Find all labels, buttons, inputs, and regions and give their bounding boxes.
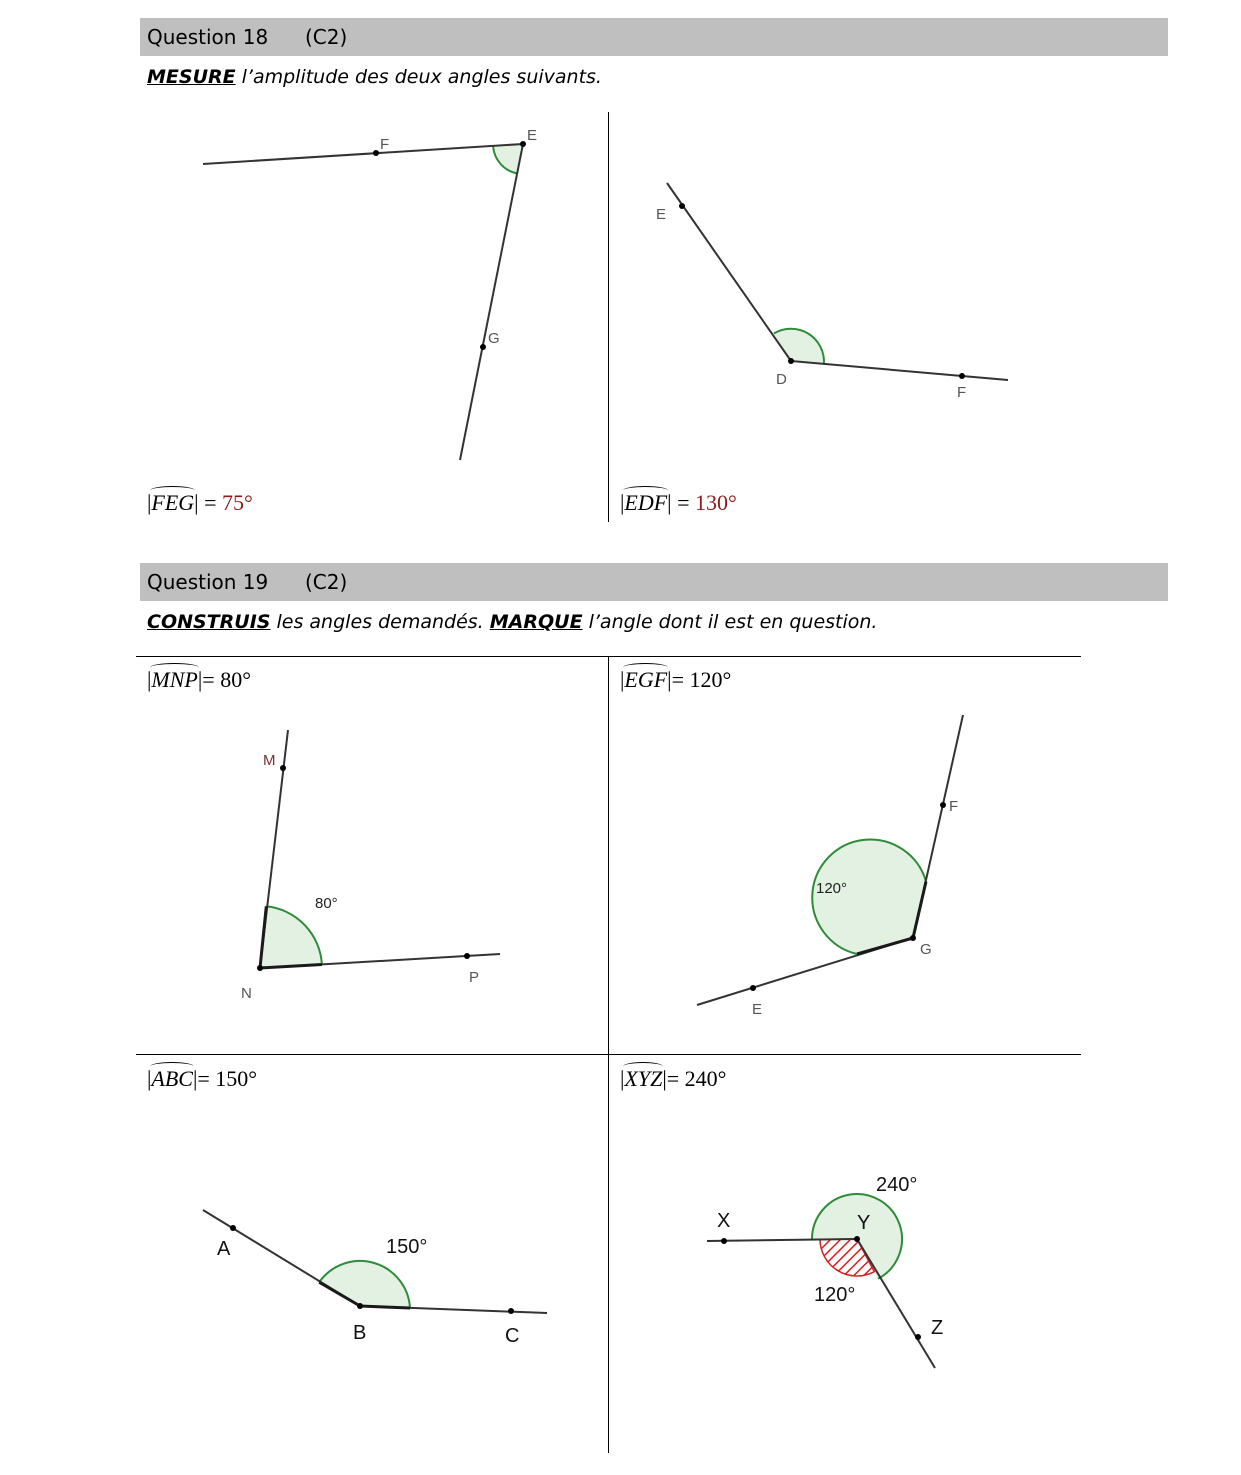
- question-19-code: (C2): [305, 570, 348, 594]
- arc-label-240: 240°: [876, 1174, 918, 1196]
- point-label-p: P: [469, 969, 480, 986]
- arc-label-inner-120: 120°: [814, 1284, 856, 1306]
- arc-label-150: 150°: [386, 1236, 428, 1258]
- question-18-title: Question 18: [147, 25, 269, 49]
- point-label-x: X: [717, 1210, 731, 1232]
- point-label-g: G: [488, 330, 500, 347]
- point-label-f: F: [957, 384, 967, 401]
- figure-angle-mnp: [241, 730, 500, 1002]
- point-label-e: E: [656, 206, 667, 223]
- point-label-f: F: [949, 798, 959, 815]
- angle-name: XYZ: [624, 1066, 663, 1091]
- arc-label-80: 80°: [315, 895, 338, 912]
- angle-value: 150°: [215, 1066, 258, 1091]
- answer-value: 130°: [695, 490, 737, 515]
- point-label-f: F: [380, 136, 390, 153]
- instruction-text-1: les angles demandés.: [270, 611, 490, 633]
- point-label-a: A: [217, 1238, 231, 1260]
- figure-angle-egf: [697, 715, 963, 1018]
- angle-name: FEG: [151, 490, 195, 515]
- instruction-keyword-construis: CONSTRUIS: [147, 611, 271, 633]
- angle-name: EGF: [624, 667, 668, 692]
- arc-label-120: 120°: [816, 880, 848, 897]
- figure-angle-abc: [203, 1210, 547, 1347]
- point-label-d: D: [776, 371, 787, 388]
- instruction-keyword-marque: MARQUE: [489, 611, 583, 633]
- point-label-m: M: [263, 752, 276, 769]
- q19-cell-4-label: |XYZ|= 240°: [620, 1066, 727, 1091]
- angle-value: 120°: [689, 667, 732, 692]
- q19-cell-3-label: |ABC|= 150°: [147, 1066, 258, 1091]
- q19-cell-2-label: |EGF|= 120°: [620, 667, 732, 692]
- figure-angle-xyz: [707, 1174, 943, 1368]
- instruction-text: l’amplitude des deux angles suivants.: [235, 66, 602, 88]
- figure-angle-feg: [203, 127, 537, 460]
- figure-angle-edf: [656, 183, 1008, 401]
- angle-name: ABC: [151, 1066, 193, 1091]
- point-label-g: G: [920, 941, 932, 958]
- angle-name: EDF: [624, 490, 668, 515]
- point-label-b: B: [353, 1322, 367, 1344]
- point-label-c: C: [505, 1325, 520, 1347]
- instruction-text-2: l’angle dont il est en question.: [582, 611, 878, 633]
- answer-value: 75°: [222, 490, 253, 515]
- instruction-keyword-mesure: MESURE: [147, 66, 236, 88]
- point-label-e: E: [527, 127, 538, 144]
- q19-cell-1-label: |MNP|= 80°: [147, 667, 251, 692]
- point-label-n: N: [241, 985, 252, 1002]
- question-19-title: Question 19: [147, 570, 269, 594]
- q18-left-answer: |FEG| = 75°: [147, 490, 253, 515]
- question-18-code: (C2): [305, 25, 348, 49]
- q18-right-answer: |EDF| = 130°: [620, 490, 737, 515]
- point-label-e: E: [752, 1001, 763, 1018]
- angle-value: 240°: [684, 1066, 727, 1091]
- point-label-z: Z: [931, 1317, 944, 1339]
- angle-name: MNP: [151, 667, 198, 692]
- point-label-y: Y: [857, 1212, 871, 1234]
- angle-value: 80°: [220, 667, 251, 692]
